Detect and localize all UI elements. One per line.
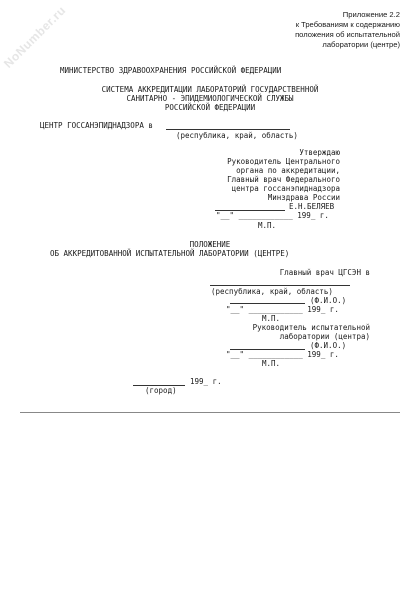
city-year: 199_ г. [190, 377, 222, 386]
head-line-1: Руководитель испытательной [252, 323, 370, 332]
chief-fio-line [230, 303, 305, 304]
bottom-rule [20, 412, 400, 413]
system-line-2: САНИТАРНО - ЭПИДЕМИОЛОГИЧЕСКОЙ СЛУЖБЫ [126, 94, 294, 103]
approve-line-3: Главный врач Федерального [227, 175, 340, 184]
approve-title: Утверждаю [299, 148, 340, 157]
head-stamp: М.П. [262, 359, 281, 368]
document-subtitle: ОБ АККРЕДИТОВАННОЙ ИСПЫТАТЕЛЬНОЙ ЛАБОРАТОРИИ (ЦЕНТРЕ) [50, 249, 290, 258]
appendix-line-4: лаборатории (центре) [322, 40, 400, 49]
center-label: ЦЕНТР ГОССАНЭПИДНАДЗОРА в [40, 121, 153, 130]
chief-date: "__" ____________ 199_ г. [226, 305, 339, 314]
watermark: NoNumber.ru [0, 3, 69, 71]
head-line-2: лаборатории (центра) [279, 332, 370, 341]
center-region-hint: (республика, край, область) [176, 131, 298, 140]
document-title: ПОЛОЖЕНИЕ [189, 240, 231, 249]
appendix-line-2: к Требованиям к содержанию [295, 20, 400, 29]
chief-region-line [210, 285, 350, 286]
approve-stamp: М.П. [258, 221, 277, 230]
appendix-line-1: Приложение 2.2 [342, 10, 400, 19]
ministry-heading: МИНИСТЕРСТВО ЗДРАВООХРАНЕНИЯ РОССИЙСКОЙ ФЕДЕРАЦИИ [60, 66, 282, 75]
appendix-line-3: положения об испытательной [295, 30, 400, 39]
chief-region-hint: (республика, край, область) [211, 287, 333, 296]
system-line-3: РОССИЙСКОЙ ФЕДЕРАЦИИ [164, 103, 256, 112]
approve-date: "__" ____________ 199_ г. [216, 211, 329, 220]
approve-line-2: органа по аккредитации, [236, 166, 340, 175]
chief-fio-hint: (Ф.И.О.) [310, 296, 347, 305]
approve-line-1: Руководитель Центрального [227, 157, 340, 166]
approve-name: Е.Н.БЕЛЯЕВ [289, 202, 335, 211]
center-region-line [166, 129, 290, 130]
system-line-1: СИСТЕМА АККРЕДИТАЦИИ ЛАБОРАТОРИЙ ГОСУДАРСТВЕННОЙ [101, 85, 319, 94]
approve-line-5: Минздрава России [267, 193, 340, 202]
approve-line-4: центра госсанэпиднадзора [231, 184, 340, 193]
head-fio-hint: (Ф.И.О.) [310, 341, 347, 350]
chief-stamp: М.П. [262, 314, 281, 323]
city-hint: (город) [145, 386, 177, 395]
chief-title: Главный врач ЦГСЭН в [279, 268, 370, 277]
head-date: "__" ____________ 199_ г. [226, 350, 339, 359]
